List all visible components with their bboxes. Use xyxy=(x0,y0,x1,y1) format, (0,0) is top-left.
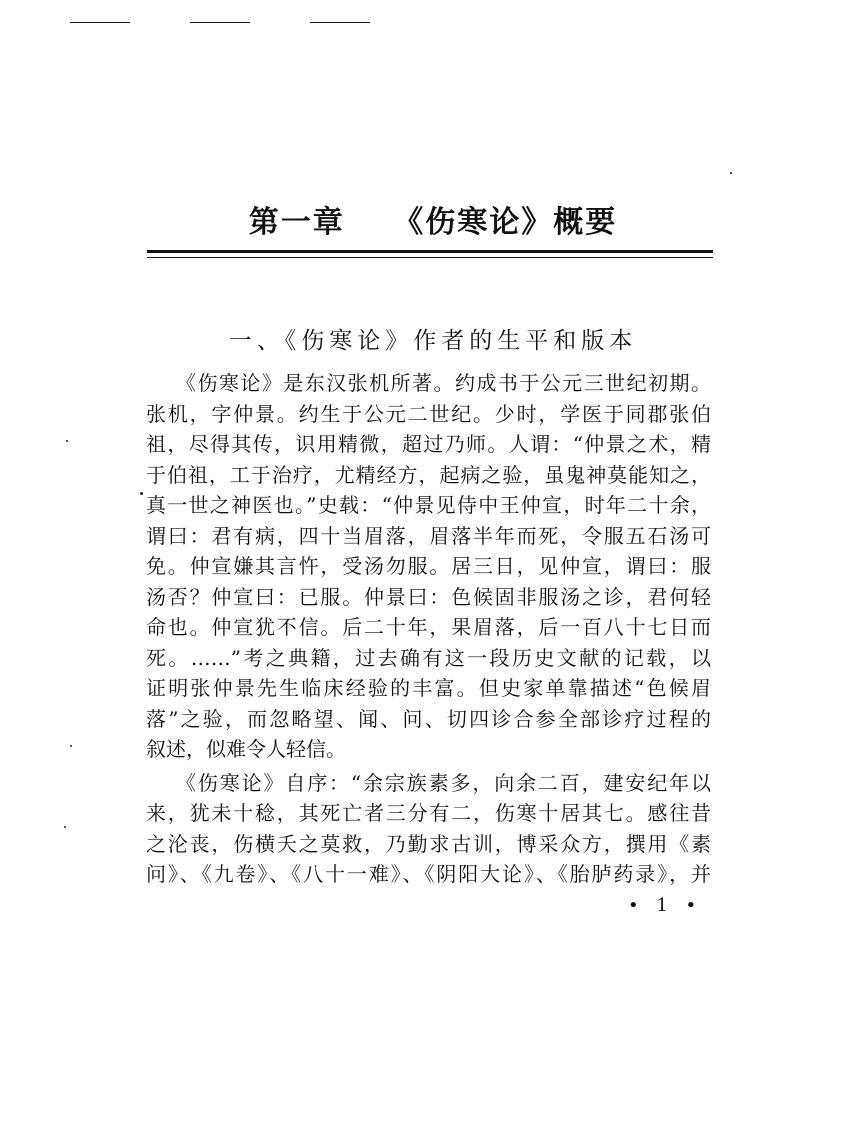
chapter-number: 第一章 xyxy=(248,205,345,240)
scan-speck xyxy=(140,492,143,495)
text-line: 张机，字仲景。约生于公元二世纪。少时，学医于同郡张伯 xyxy=(146,401,711,426)
scan-speck xyxy=(730,172,732,174)
section-title: 一、《伤寒论》作者的生平和版本 xyxy=(228,328,638,354)
header-rule xyxy=(190,22,250,23)
header-rule xyxy=(70,22,130,23)
page-number: • 1 • xyxy=(628,895,703,916)
text-line: 叙述，似难令人轻信。 xyxy=(146,737,346,761)
scan-speck xyxy=(64,826,66,828)
text-line: 死。……”考之典籍，过去确有这一段历史文献的记载，以 xyxy=(146,645,711,670)
text-line: 之沦丧，伤横夭之莫救，乃勤求古训，博采众方，撰用《素 xyxy=(146,831,711,856)
text-line: 命也。仲宣犹不信。后二十年，果眉落，后一百八十七日而 xyxy=(146,615,711,639)
text-line: 《伤寒论》是东汉张机所著。约成书于公元三世纪初期。 xyxy=(176,371,711,395)
text-line: 真一世之神医也。”史载：“仲景见侍中王仲宣，时年二十余， xyxy=(146,493,711,517)
chapter-title xyxy=(0,205,866,241)
text-line: 谓曰：君有病，四十当眉落，眉落半年而死，令服五石汤可 xyxy=(146,523,711,548)
text-line: 证明张仲景先生临床经验的丰富。但史家单靠描述“色候眉 xyxy=(146,676,711,700)
title-rule-thick xyxy=(147,250,713,253)
scan-speck xyxy=(70,745,72,747)
text-line: 来，犹未十稔，其死亡者三分有二，伤寒十居其七。感往昔 xyxy=(146,801,711,825)
body-text xyxy=(146,368,711,890)
text-line: 汤否？仲宣曰：已服。仲景曰：色候固非服汤之诊，君何轻 xyxy=(146,584,711,609)
header-rule xyxy=(310,22,370,23)
text-line: 落”之验，而忽略望、闻、问、切四诊合参全部诊疗过程的 xyxy=(146,706,711,731)
text-line: 免。仲宣嫌其言忤，受汤勿服。居三日，见仲宣，谓曰：服 xyxy=(146,554,711,578)
scan-speck xyxy=(66,440,68,442)
text-line: 问》、《九卷》、《八十一难》、《阴阳大论》、《胎胪药录》，并 xyxy=(146,862,711,886)
text-line: 于伯祖，工于治疗，尤精经方，起病之验，虽鬼神莫能知之， xyxy=(146,462,711,487)
text-line: 《伤寒论》自序：“余宗族素多，向余二百，建安纪年以 xyxy=(176,770,711,795)
text-line: 祖，尽得其传，识用精微，超过乃师。人谓：“仲景之术，精 xyxy=(146,432,711,456)
title-rule-thin xyxy=(147,257,713,258)
chapter-name: 《伤寒论》概要 xyxy=(393,205,618,240)
